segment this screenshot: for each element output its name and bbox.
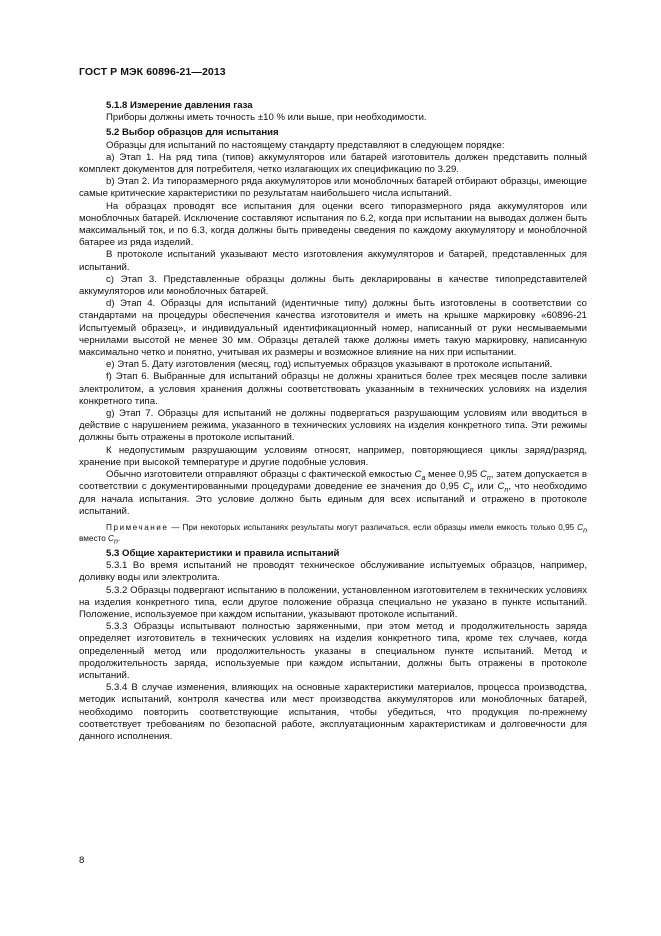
list-item-a: a) Этап 1. На ряд типа (типов) аккумуляторов или батарей изготовитель должен представить полный комплект документов для потребителя, четко излагающих их спецификацию по 3.29.: [79, 151, 587, 176]
paragraph: На образцах проводят все испытания для оценки всего типоразмерного ряда аккумуляторов или моноблочных батарей. Исключение составляют испытания по 6.2, когда при испытании на выводах должен быть максимальный ток, и по 6.3, когда должны быть приведены сведения по каждому аккумулятору и моноблочной батарее из ряда изделий.: [79, 200, 587, 249]
list-item-c: c) Этап 3. Представленные образцы должны быть декларированы в качестве типопредставителей аккумуляторов или моноблочных батарей.: [79, 273, 587, 298]
paragraph-5-3-3: 5.3.3 Образцы испытывают полностью заряженными, при этом метод и продолжительность заряда определяет изготовитель в технических условиях на изделия конкретного типа, кроме тех случаев, когда определенный метод или продолжительность указаны в специальном пункте испытаний. Метод и продолжительность заряда, используемые при каждом испытании, должны быть отражены в протоколе испытаний.: [79, 621, 587, 681]
paragraph: В протоколе испытаний указывают место изготовления аккумуляторов и батарей, представленных для испытаний.: [79, 249, 587, 273]
paragraph-5-3-1: 5.3.1 Во время испытаний не проводят техническое обслуживание испытуемых образцов, например, доливку воды или электролита.: [79, 560, 587, 584]
paragraph: Образцы для испытаний по настоящему стандарту представляют в следующем порядке:: [106, 139, 505, 151]
paragraph-5-3-2: 5.3.2 Образцы подвергают испытанию в положении, установленном изготовителем в технических условиях на изделия конкретного типа, если другое положение образца специально не указано в пункте испытаний. Положение, используемое при каждом испытании, указывают протоколе испытаний.: [79, 584, 587, 620]
page-number: 8: [79, 855, 85, 866]
section-heading-5-3: 5.3 Общие характеристики и правила испытаний: [106, 547, 340, 559]
document-header: ГОСТ Р МЭК 60896-21—2013: [79, 66, 226, 78]
paragraph-capacity: Обычно изготовители отправляют образцы с фактической емкостью $C_a$ менее 0,95 $C_n$, затем допускается в соответствии с документированными процедурами доведение ее значения до 0,95 $C_n$ или $C_n$, что необходимо для начала испытания. Это условие должно быть единым для всех испытаний и отражено в протоколе испытаний.: [79, 469, 587, 517]
paragraph: К недопустимым разрушающим условиям относят, например, повторяющиеся циклы заряд/разряд, хранение при высокой температуре и другие подобные условия.: [79, 444, 587, 468]
list-item-f: f) Этап 6. Выбранные для испытаний образцы не должны храниться более трех месяцев после заливки электролитом, а условия хранения должны соответствовать указанным в технических условиях на изделия конкретного типа.: [79, 371, 587, 407]
list-item-d: d) Этап 4. Образцы для испытаний (идентичные типу) должны быть изготовлены в соответствии со стандартами на процедуры обеспечения качества изготовителя и иметь на крышке маркировку «60896-21 Испытуемый образец», и индивидуальный идентификационный номер, написанный от руки несмываемыми чернилами высотой не менее 30 мм. Образцы деталей также должны иметь такую маркировку, написанную максимально четко и понятно, учитывая их размеры и возможное влияние на них при испытании.: [79, 298, 587, 359]
document-body: [79, 98, 587, 743]
paragraph-5-3-4: 5.3.4 В случае изменения, влияющих на основные характеристики материалов, процесса производства, методик испытаний, контроля качества или мест производства аккумуляторов или моноблочных батарей, необходимо повторить соответствующие испытания, чтобы убедиться, что продукция по-прежнему соответствует требованиям по безопасной работе, эксплуатационным характеристикам и долговечности для данного исполнения.: [79, 682, 587, 742]
section-heading-5-1-8: 5.1.8 Измерение давления газа: [106, 100, 253, 111]
list-item-g: g) Этап 7. Образцы для испытаний не должны подвергаться разрушающим условиям или вводиться в действие с нарушением режима, указанного в технических условиях на изделия конкретного типа. Эти режимы должны быть отражены в протоколе испытаний.: [79, 408, 587, 444]
section-heading-5-2: 5.2 Выбор образцов для испытания: [106, 127, 279, 139]
note-label: Примечание: [106, 522, 169, 532]
paragraph: Приборы должны иметь точность ±10 % или выше, при необходимости.: [106, 112, 427, 124]
list-item-b: b) Этап 2. Из типоразмерного ряда аккумуляторов или моноблочных батарей отбирают образцы, имеющие самые критические характеристики по результатам наибольшего числа испытаний.: [79, 176, 587, 200]
list-item-e: e) Этап 5. Дату изготовления (месяц, год) испытуемых образцов указывают в протоколе испытаний.: [106, 359, 553, 371]
note: Примечание — При некоторых испытаниях результаты могут различаться, если образцы имели емкость только 0,95 $C_n$ вместо $C_n$.: [79, 522, 587, 546]
